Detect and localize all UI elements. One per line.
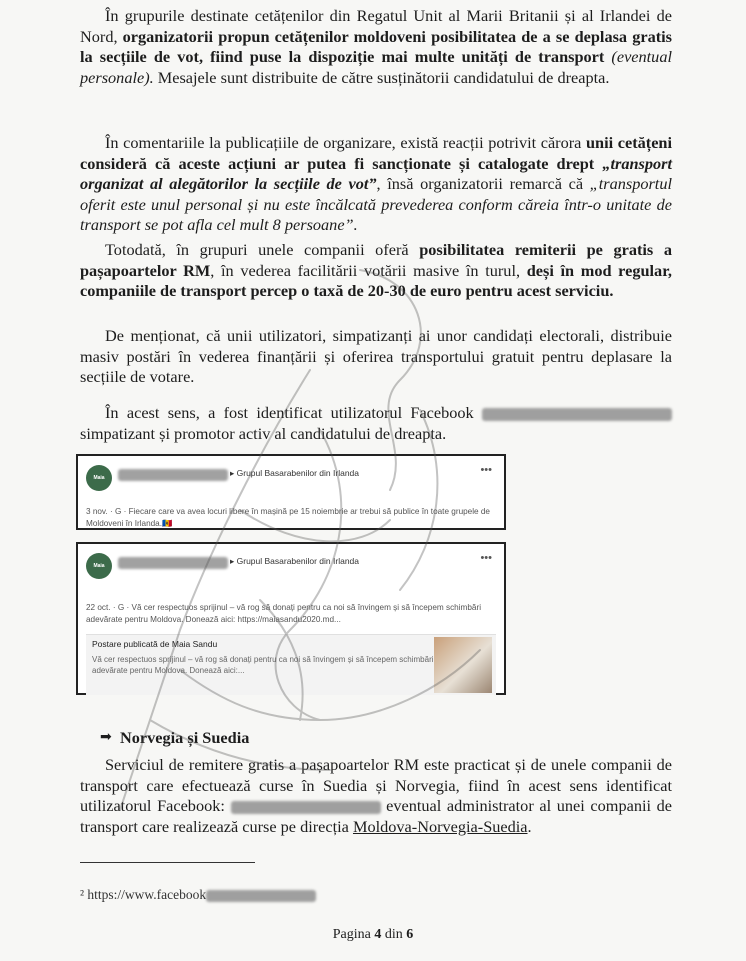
group-name: ▸ Grupul Basarabenilor din Irlanda bbox=[230, 468, 360, 478]
redacted-name bbox=[231, 801, 381, 814]
shared-post-thumbnail bbox=[434, 637, 492, 693]
paragraph-identified-user: În acest sens, a fost identificat utilizatorul Facebook simpatizant și promotor activ al candidatului de dreapta. bbox=[80, 403, 672, 444]
redacted-name bbox=[482, 408, 672, 421]
shared-post-text: Vă cer respectuos sprijinul – vă rog să donați pentru ca noi să învingem și să începem schimbări adevărate pentru Moldova. Donează aici:... bbox=[92, 655, 434, 675]
paragraph-comments: În comentariile la publicațiile de organizare, există reacții potrivit cărora unii cetățeni consideră că aceste acțiuni ar putea fi sancționate și catalogate drept „transport organizat al alegătorilor la secțiile de vot”, însă organizatorii remarcă că „transportul oferit este unul personal și nu este încălcată prevederea conform căreia într-o unitate de transport se pot afla cel mult 8 persoane”. bbox=[80, 133, 672, 234]
section-heading: Norvegia și Suedia bbox=[120, 728, 250, 747]
paragraph-uk-groups: În grupurile destinate cetățenilor din Regatul Unit al Marii Britanii și al Irlandei de Nord, organizatorii propun cetățenilor moldoveni posibilitatea de a se deplasa gratis la secțiile de vot, fiind puse la dispoziție mai multe unități de transport (eventual personale). Mesajele sunt distribuite de către susținătorii candidatului de dreapta. bbox=[80, 6, 672, 87]
redacted-author bbox=[118, 469, 228, 481]
shared-post-title: Postare publicată de Maia Sandu bbox=[92, 639, 218, 649]
footnote-divider bbox=[80, 862, 255, 863]
paragraph-sympathizers: De menționat, că unii utilizatori, simpatizanți ai unor candidați electorali, distribuie masiv postări în vederea finanțării și oferirea transportului gratuit pentru deplasare la secțiile de votare. bbox=[80, 326, 672, 386]
arrow-bullet-icon: ➡ bbox=[100, 730, 112, 745]
page-number: Pagina 4 din 6 bbox=[332, 927, 414, 942]
paragraph-norway-sweden: Serviciul de remitere gratis a pașapoartelor RM este practicat și de unele companii de transport care efectuează curse în Suedia și Norvegia, fiind în acest sens identificat utilizatorul Facebook: eventual administrator al unei companii de transport care realizează curse pe direcția Moldova-Norvegia-Suedia. bbox=[80, 755, 672, 836]
avatar: Maia Sandu bbox=[86, 553, 112, 579]
facebook-post-2 bbox=[76, 542, 506, 695]
post-text: 3 nov. · G · Fiecare care va avea locuri libere în mașină pe 15 noiembrie ar trebui să publice în toate grupele de Moldoveni în Irlanda.🇲🇩 bbox=[86, 507, 490, 528]
paragraph-passports: Totodată, în grupuri unele companii oferă posibilitatea remiterii pe gratis a pașapoartelor RM, în vederea facilitării votării masive în turul, deși în mod regular, companiile de transport percep o taxă de 20-30 de euro pentru acest serviciu. bbox=[80, 240, 672, 300]
more-options-icon[interactable]: ••• bbox=[480, 464, 492, 476]
more-options-icon[interactable]: ••• bbox=[480, 552, 492, 564]
group-name: ▸ Grupul Basarabenilor din Irlanda bbox=[230, 556, 360, 566]
facebook-post-1 bbox=[76, 454, 506, 530]
redacted-url bbox=[206, 890, 316, 902]
avatar: Maia Sandu bbox=[86, 465, 112, 491]
redacted-author bbox=[118, 557, 228, 569]
post-text: 22 oct. · G · Vă cer respectuos sprijinul – vă rog să donați pentru ca noi să învingem și să începem schimbări adevărate pentru Moldova. Donează aici: https://maiasandu2020.md... bbox=[86, 603, 482, 624]
footnote: ² https://www.facebook bbox=[80, 887, 316, 903]
shared-post[interactable] bbox=[86, 634, 496, 695]
